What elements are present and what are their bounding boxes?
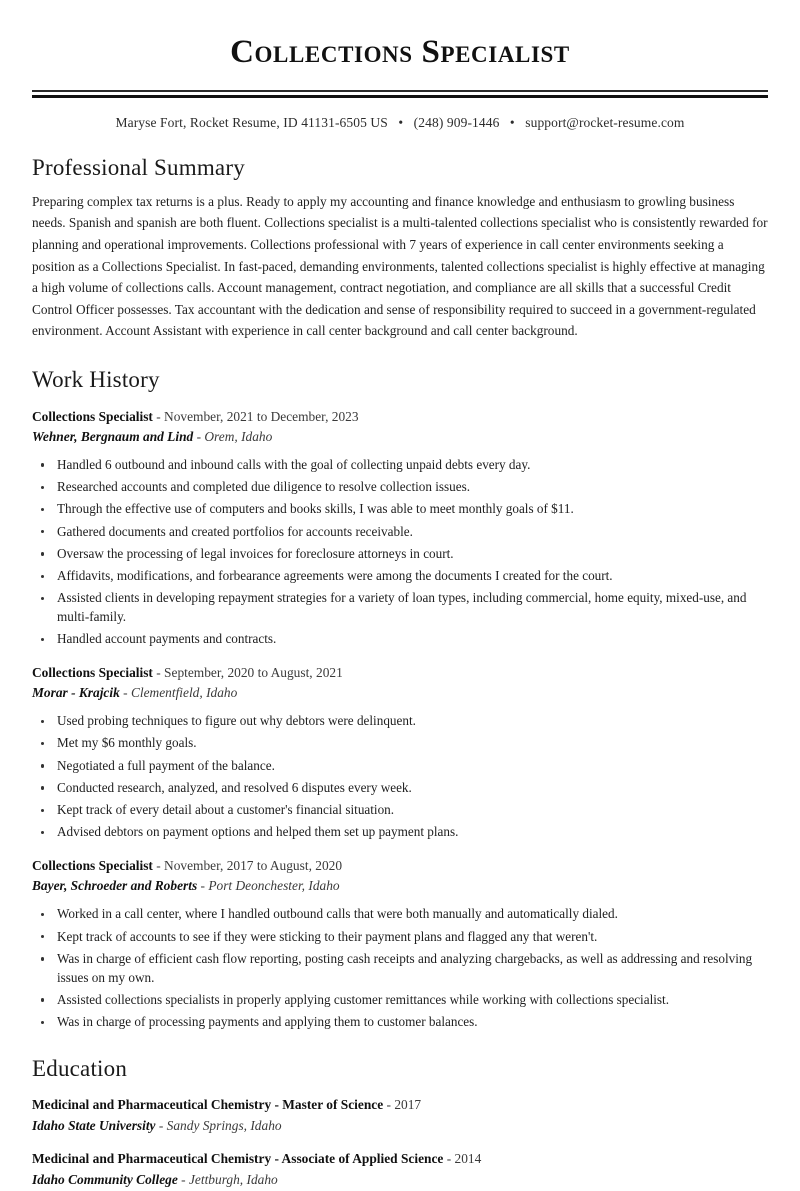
job-bullet: Met my $6 monthly goals.: [32, 734, 768, 753]
job-title-line: [32, 663, 768, 683]
job-company: Bayer, Schroeder and Roberts: [32, 878, 198, 894]
education-year: 2017: [394, 1096, 422, 1112]
header-divider: [32, 90, 768, 98]
job-bullet-list: [32, 905, 768, 1031]
professional-summary-text: Preparing complex tax returns is a plus. Ready to apply my accounting and finance knowledge and enthusiasm to growling business needs. Spanish and spanish are both fluent. Collections specialist is a multi-talented collections specialist who is consistently rewarded for planning and operational improvements. Collections professional with 7 years of experience in call center environments seeking a position as a Collections Specialist. In fast-paced, demanding environments, talented collections specialist is highly effective at managing a high volume of collections calls. Account management, contract negotiation, and compliance are all skills that a successful Credit Control Officer possesses. Tax accountant with the dedication and sense of responsibility required to succeed in a government-regulated environment. Account Assistant with experience in call center background and call center background.: [32, 193, 768, 339]
education-year: 2014: [454, 1151, 482, 1167]
section-heading-education: Education: [32, 1055, 128, 1081]
job-bullet: Assisted clients in developing repayment strategies for a variety of loan types, including commercial, home equity, mixed-use, and multi-family.: [32, 589, 768, 626]
contact-email: support@rocket-resume.com: [525, 114, 685, 130]
job-company-line: [32, 683, 768, 703]
job-bullet: Handled 6 outbound and inbound calls with the goal of collecting unpaid debts every day.: [32, 456, 768, 475]
job-dates: September, 2020 to August, 2021: [164, 664, 343, 680]
job-bullet: Kept track of every detail about a customer's financial situation.: [32, 801, 768, 820]
job-bullet: Used probing techniques to figure out why debtors were delinquent.: [32, 712, 768, 731]
job-dates: November, 2021 to December, 2023: [164, 408, 359, 424]
job-bullet: Gathered documents and created portfolios for accounts receivable.: [32, 523, 768, 542]
job-bullet: Was in charge of processing payments and applying them to customer balances.: [32, 1013, 768, 1032]
job-bullet: Oversaw the processing of legal invoices for foreclosure attorneys in court.: [32, 545, 768, 564]
section-heading-professional-summary: Professional Summary: [32, 154, 245, 180]
job-title-dash: -: [152, 408, 165, 424]
education-school: Idaho Community College: [32, 1172, 178, 1188]
education-degree-line: [32, 1095, 768, 1116]
education-school-dash: -: [177, 1172, 189, 1188]
education-school-dash: -: [155, 1117, 167, 1133]
education-degree: Medicinal and Pharmaceutical Chemistry - Associate of Applied Science: [32, 1151, 444, 1167]
work-history-entry: [32, 663, 768, 842]
job-company-dash: -: [193, 428, 205, 444]
education-degree-dash: -: [443, 1151, 455, 1167]
job-company-line: [32, 876, 768, 896]
education-entry: [32, 1095, 768, 1137]
job-company: Morar - Krajcik: [32, 685, 120, 701]
job-dates: November, 2017 to August, 2020: [164, 858, 343, 874]
job-location: Port Deonchester, Idaho: [208, 878, 340, 894]
job-title-dash: -: [152, 664, 165, 680]
job-location: Orem, Idaho: [204, 428, 273, 444]
section-heading-work-history: Work History: [32, 366, 160, 392]
job-bullet: Handled account payments and contracts.: [32, 630, 768, 649]
education-degree-dash: -: [383, 1096, 395, 1112]
job-bullet: Conducted research, analyzed, and resolved 6 disputes every week.: [32, 779, 768, 798]
job-company-dash: -: [119, 685, 131, 701]
job-company-line: [32, 427, 768, 447]
education-degree-line: [32, 1149, 768, 1170]
job-bullet-list: [32, 712, 768, 842]
job-bullet: Through the effective use of computers and books skills, I was able to meet monthly goals of $11.: [32, 500, 768, 519]
contact-name-id: Maryse Fort, Rocket Resume, ID 41131-6505 US: [115, 114, 388, 130]
page-title: Collections Specialist: [230, 34, 570, 70]
job-bullet: Kept track of accounts to see if they were sticking to their payment plans and flagged any that weren't.: [32, 928, 768, 947]
divider-thick-line: [32, 95, 768, 98]
job-bullet: Advised debtors on payment options and helped them set up payment plans.: [32, 823, 768, 842]
work-history-entry: [32, 856, 768, 1032]
job-bullet-list: [32, 456, 768, 649]
job-bullet: Affidavits, modifications, and forbearance agreements were among the documents I created for the court.: [32, 567, 768, 586]
contact-phone: (248) 909-1446: [413, 114, 500, 130]
education-entry: [32, 1149, 768, 1191]
contact-line: [32, 115, 768, 131]
job-bullet: Researched accounts and completed due diligence to resolve collection issues.: [32, 478, 768, 497]
education-location: Jettburgh, Idaho: [188, 1172, 278, 1188]
job-title-line: [32, 856, 768, 876]
job-title-dash: -: [152, 858, 165, 874]
job-bullet: Worked in a call center, where I handled outbound calls that were both manually and automatically dialed.: [32, 905, 768, 924]
job-title: Collections Specialist: [32, 664, 153, 680]
education-school: Idaho State University: [32, 1117, 156, 1133]
job-title-line: [32, 407, 768, 427]
job-bullet: Negotiated a full payment of the balance.: [32, 757, 768, 776]
job-title: Collections Specialist: [32, 408, 153, 424]
contact-separator-2: •: [509, 114, 515, 130]
education-school-line: [32, 1170, 768, 1191]
job-title: Collections Specialist: [32, 858, 153, 874]
job-company-dash: -: [197, 878, 209, 894]
education-degree: Medicinal and Pharmaceutical Chemistry - Master of Science: [32, 1096, 384, 1112]
contact-separator-1: •: [398, 114, 404, 130]
job-bullet: Assisted collections specialists in properly applying customer remittances while working with collections specialist.: [32, 991, 768, 1010]
job-bullet: Was in charge of efficient cash flow reporting, posting cash receipts and analyzing chargebacks, as well as addressing and resolving issues on my own.: [32, 950, 768, 987]
education-location: Sandy Springs, Idaho: [166, 1117, 282, 1133]
job-company: Wehner, Bergnaum and Lind: [32, 428, 194, 444]
work-history-entry: [32, 407, 768, 649]
education-school-line: [32, 1116, 768, 1137]
job-location: Clementfield, Idaho: [130, 685, 238, 701]
